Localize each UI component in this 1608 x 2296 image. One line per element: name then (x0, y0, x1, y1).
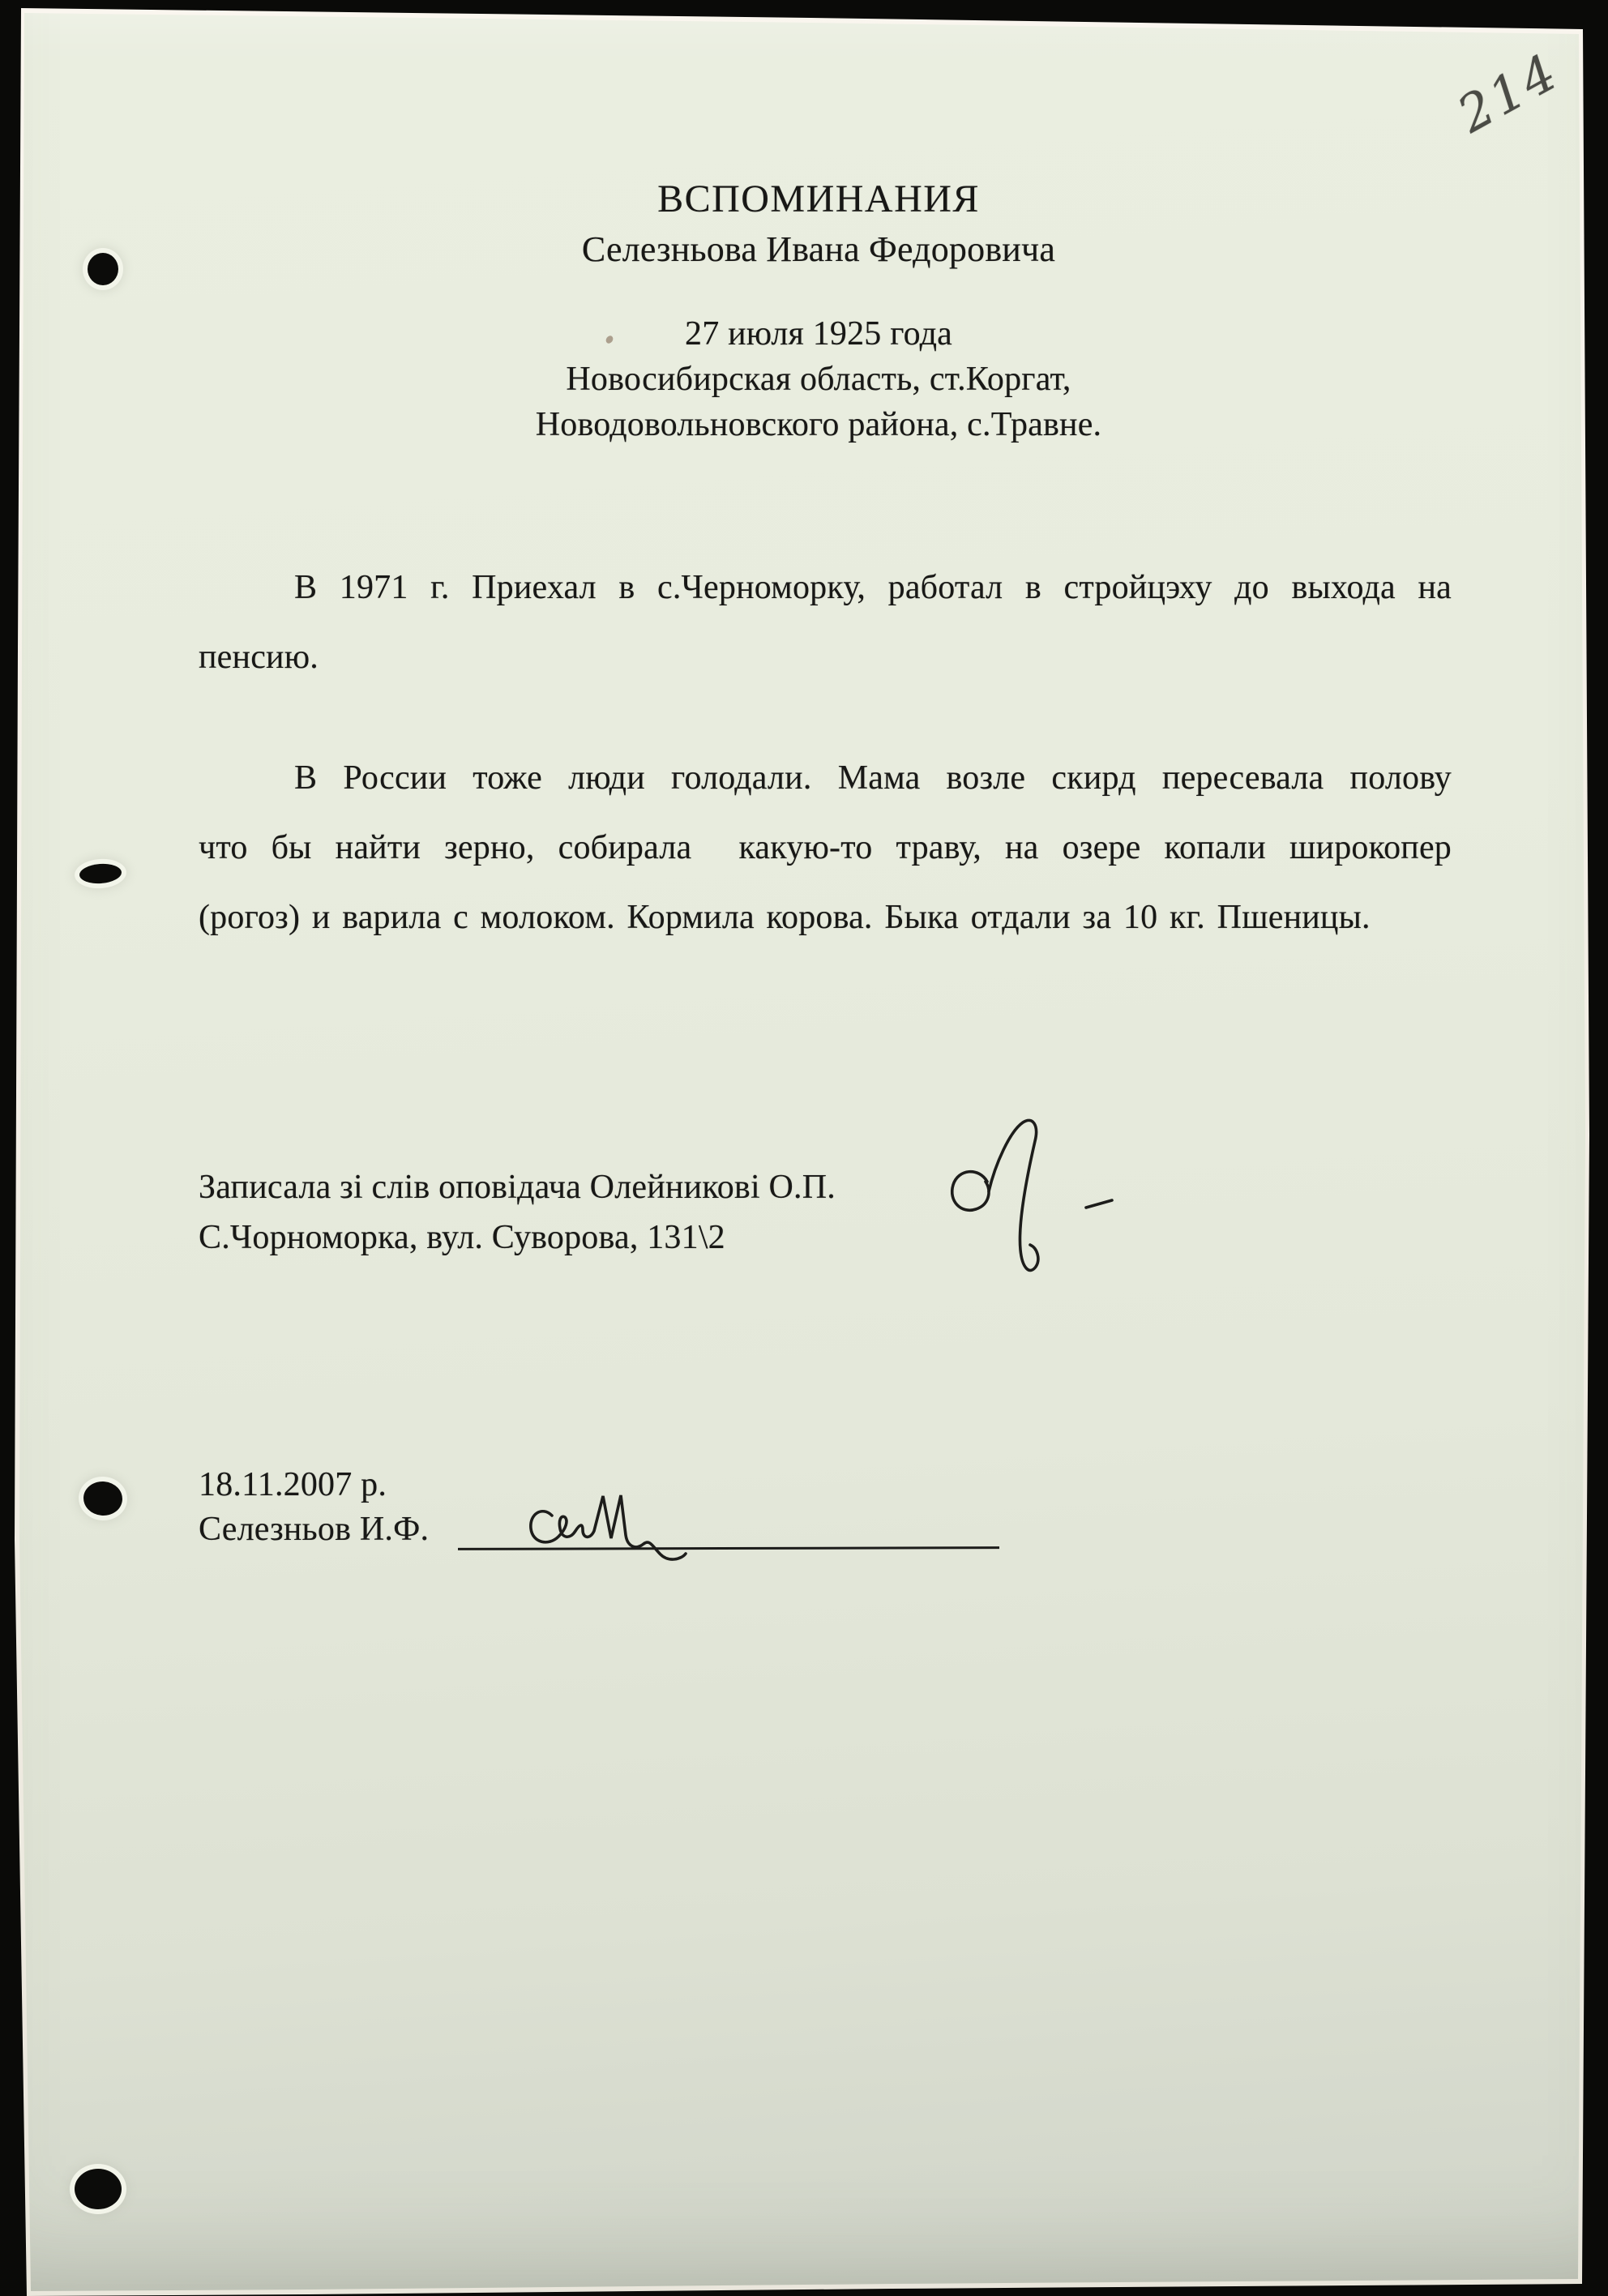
paragraph-2-line-1: В России тоже люди голодали. Мама возле скирд пересевала полову (294, 759, 1452, 797)
birth-place-line-2: Новодовольновского района, с.Травне. (535, 406, 1102, 443)
paragraph-1-line-2: пенсию. (199, 639, 319, 676)
document-subtitle: Селезньова Ивана Федоровича (581, 229, 1056, 269)
document-title: ВСПОМИНАНИЯ (657, 177, 980, 220)
paragraph-2-line-2: что бы найти зерно, собирала какую-то траву, на озере копали широкопер (199, 829, 1452, 866)
signature-oleynikova (942, 1117, 1124, 1283)
birth-date-line: 27 июля 1925 года (685, 315, 952, 353)
paragraph-2 (199, 743, 1452, 952)
punch-hole-1 (88, 253, 118, 285)
paragraph-2-line-3: (рогоз) и варила с молоком. Кормила корова. Быка отдали за 10 кг. Пшеницы. (199, 899, 1371, 936)
signoff-date: 18.11.2007 р. (199, 1466, 387, 1503)
handwritten-page-number: 214 (1448, 41, 1569, 145)
signature-seleznyov (523, 1490, 725, 1571)
paragraph-1 (199, 553, 1452, 692)
birth-place-line-1: Новосибирская область, ст.Коргат, (566, 361, 1071, 398)
recorded-by-line-1: Записала зі слів оповідача Олейникові О.П. (199, 1169, 836, 1206)
paragraph-1-line-1: В 1971 г. Приехал в с.Черноморку, работал в стройцэху до выхода на (294, 569, 1452, 606)
header-block (199, 311, 1439, 447)
signoff-name: Селезньов И.Ф. (199, 1511, 430, 1548)
title-block (199, 178, 1439, 269)
signoff-block (199, 1463, 429, 1552)
recorded-by-line-2: С.Чорноморка, вул. Суворова, 131\2 (199, 1219, 725, 1256)
punch-hole-4 (75, 2169, 122, 2209)
